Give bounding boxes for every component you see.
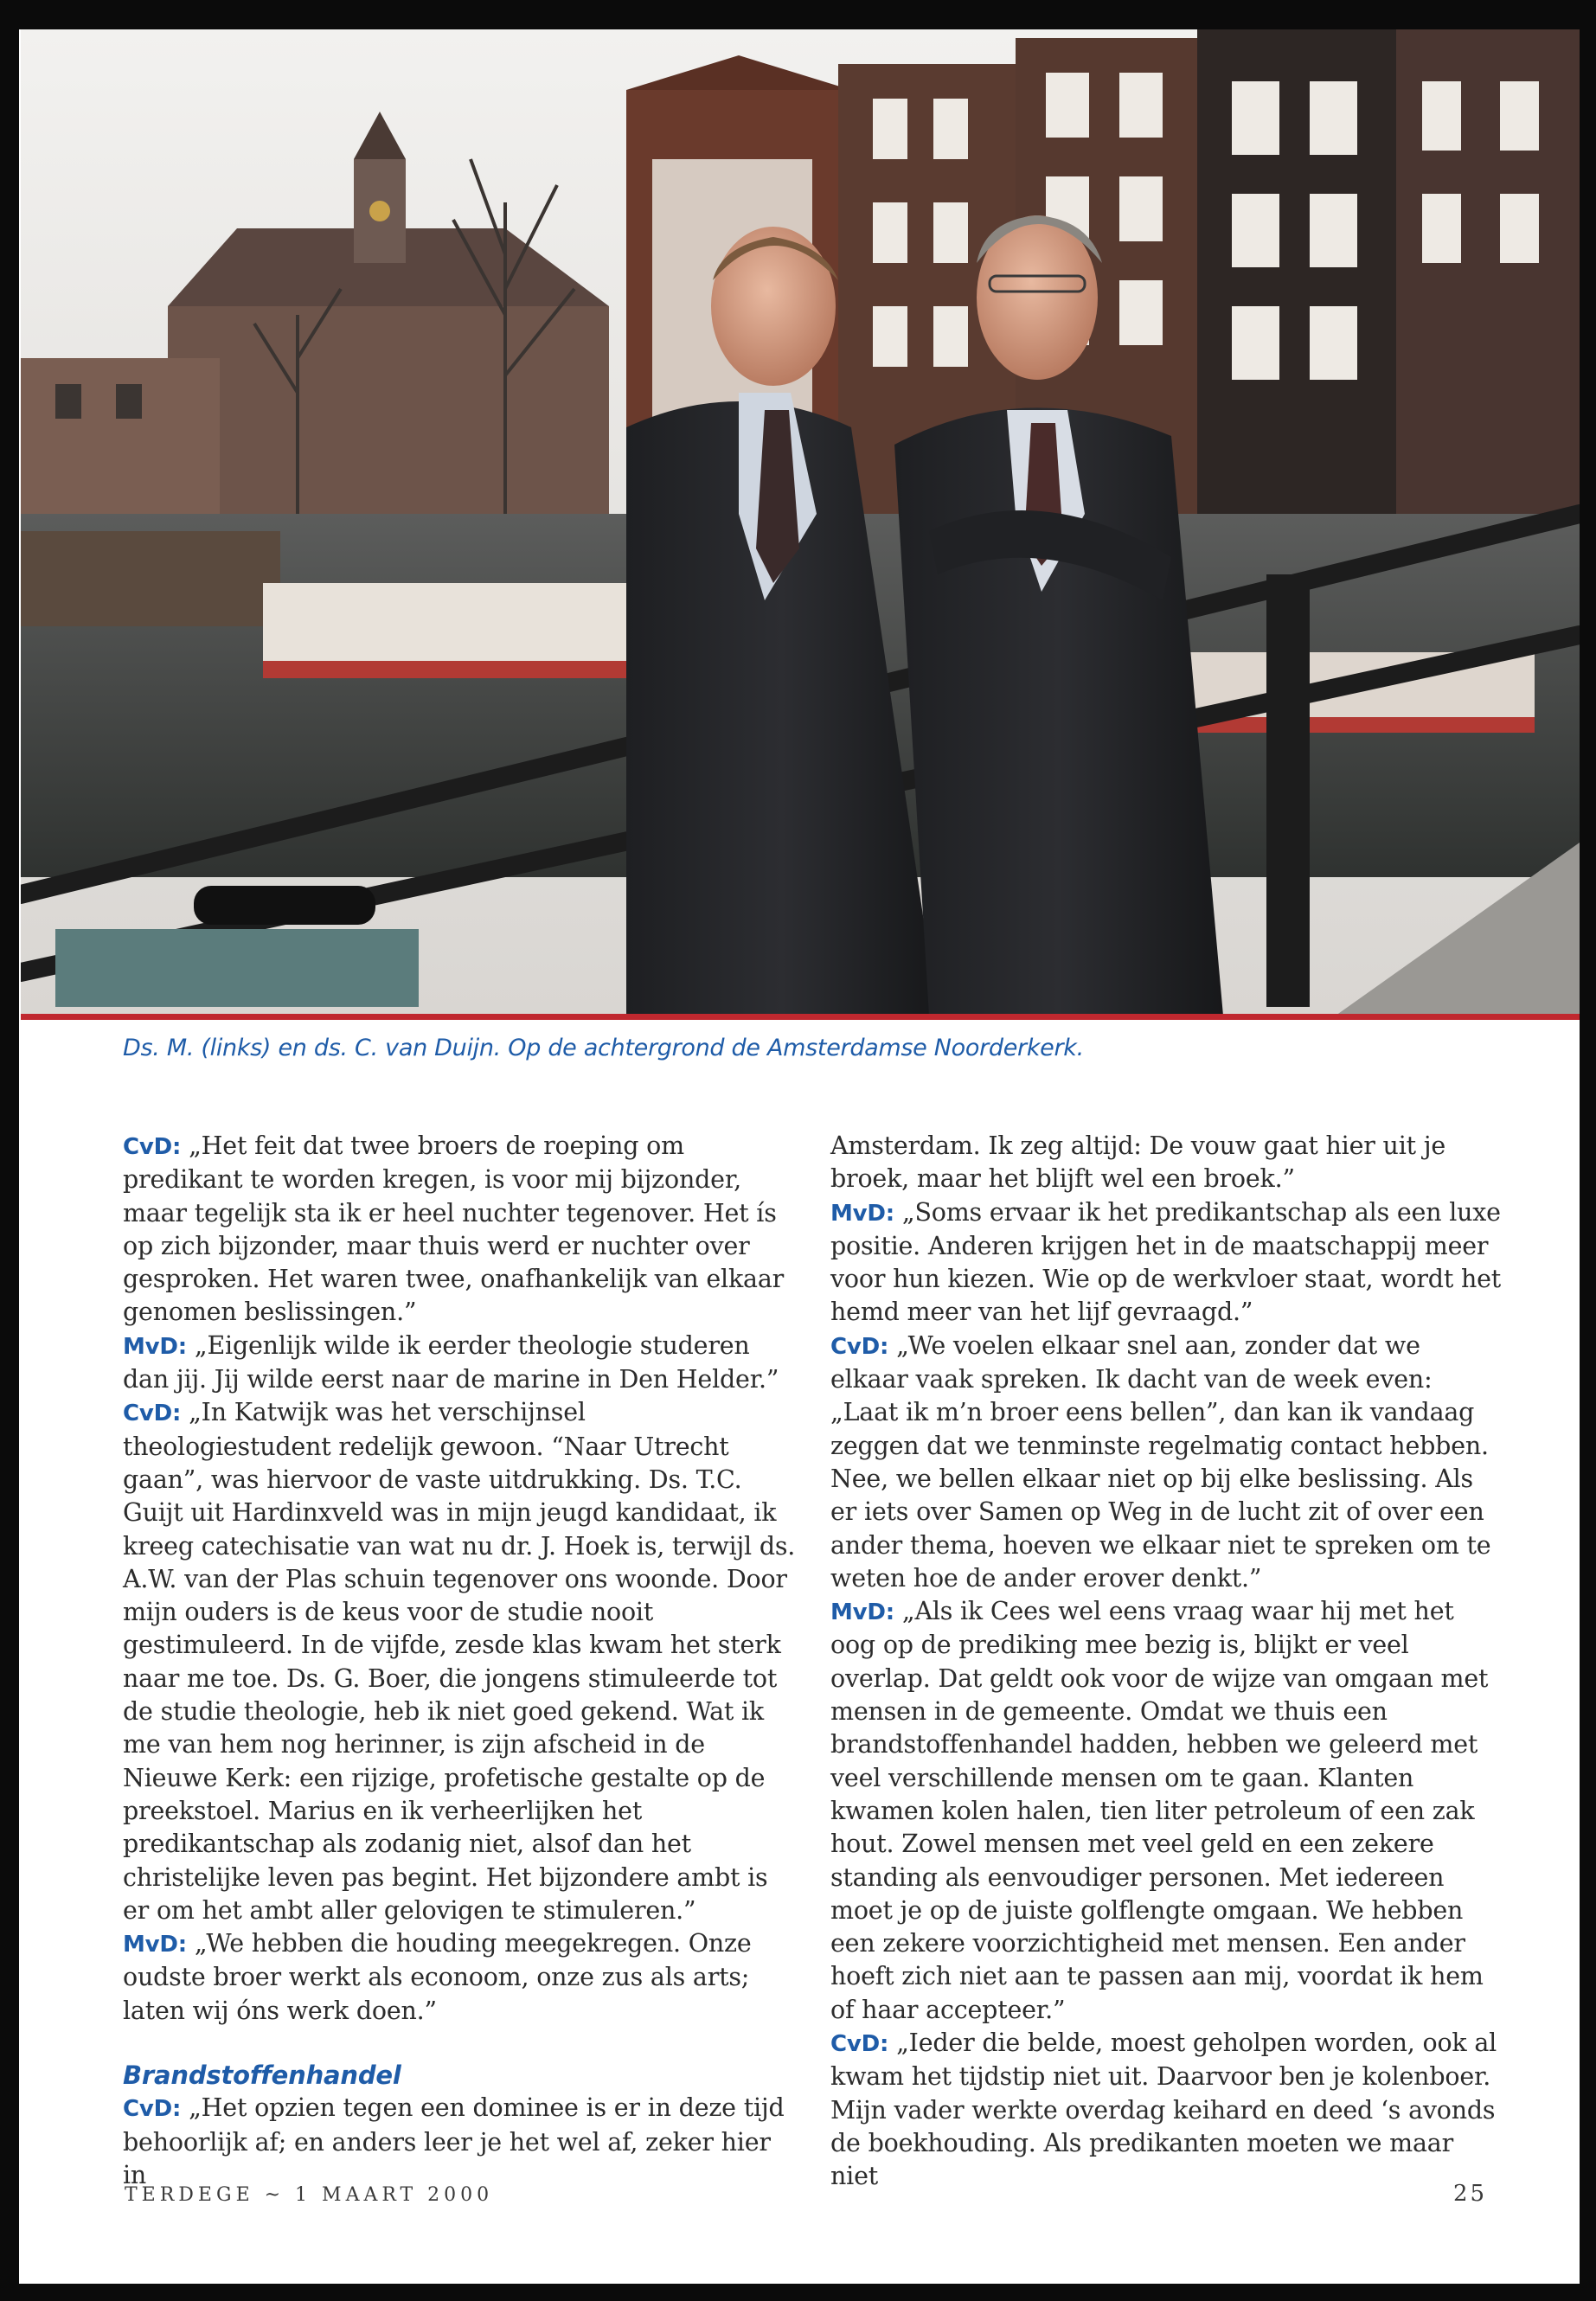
page-number: 25: [1453, 2181, 1488, 2207]
paragraph-text: „Als ik Cees wel eens vraag waar hij met het oog op de prediking mee bezig is, blijkt er veel overlap. Dat geldt ook voor de wijze van omgaan met mensen in de gemeente. Omdat we thuis een brandstoffenhandel hadden, hebben we geleerd met veel verschillende mensen om te gaan. Klanten kwamen kolen halen, tien liter petroleum of een zak hout. Zowel mensen met veel geld en een zekere standing als eenvoudiger personen. Met iedereen moet je op de juiste golflengte omgaan. We hebben een zekere voorzichtigheid met mensen. Een ander hoeft zich niet aan te passen aan mij, voordat ik hem of haar accepteer.”: [830, 1597, 1489, 2024]
paragraph: [830, 1330, 1505, 1595]
paragraph-text: „We voelen elkaar snel aan, zonder dat we elkaar vaak spreken. Ik dacht van de week even: „Laat ik m’n broer eens bellen”, dan kan ik vandaag zeggen dat we tenminste regelmatig contact hebben. Nee, we bellen elkaar niet op bij elke beslissing. Als er iets over Samen op Weg in de lucht zit of over een ander thema, hoeven we elkaar niet te spreken om te weten hoe de ander erover denkt.”: [830, 1330, 1491, 1593]
paragraph: [123, 1330, 798, 1397]
paragraph-text: „In Katwijk was het verschijnsel theologiestudent redelijk gewoon. “Naar Utrecht gaan”, was hiervoor de vaste uitdrukking. Ds. T.C. Guijt uit Hardinxveld was in mijn jeugd kandidaat, ik kreeg catechisatie van wat nu dr. J. Hoek is, terwijl ds. A.W. van der Plas schuin tegenover ons woonde. Door mijn ouders is de keus voor de studie nooit gestimuleerd. In de vijfde, zesde klas kwam het sterk naar me toe. Ds. G. Boer, die jongens stimuleerde tot de studie theologie, heb ik niet goed gekend. Wat ik me van hem nog herinner, is zijn afscheid in de Nieuwe Kerk: een rijzige, profetische gestalte op de preekstoel. Marius en ik verheerlijken het predikantschap als zodanig niet, alsof dan het christelijke leven pas begint. Het bijzondere ambt is er om het ambt aller gelovigen te stimuleren.”: [123, 1398, 796, 1925]
paragraph: [830, 2027, 1505, 2193]
photo-caption: Ds. M. (links) en ds. C. van Duijn. Op de achtergrond de Amsterdamse Noorderkerk.: [123, 1035, 1084, 1061]
publication-footer: TERDEGE ~ 1 MAART 2000: [125, 2184, 494, 2206]
paragraph-text: „We hebben die houding meegekregen. Onze oudste broer werkt als econoom, onze zus als arts; laten wij óns werk doen.”: [123, 1929, 752, 2025]
photo-illustration: [21, 29, 1580, 1016]
speaker-label: MvD:: [123, 1333, 188, 1360]
paragraph: [123, 1130, 798, 1330]
left-column: [123, 1130, 798, 2192]
speaker-label: CvD:: [830, 2031, 889, 2058]
paragraph: [830, 1196, 1505, 1330]
paragraph-text: „Het feit dat twee broers de roeping om predikant te worden kregen, is voor mij bijzonder, maar tegelijk sta ik er heel nuchter tegenover. Het ís op zich bijzonder, maar thuis werd er nuchter over gesproken. Het waren twee, onafhankelijk van elkaar genomen beslissingen.”: [123, 1131, 785, 1327]
paragraph-text: „Ieder die belde, moest geholpen worden, ook al kwam het tijdstip niet uit. Daarvoor ben je kolenboer. Mijn vader werkte overdag keihard en deed ‘s avonds de boekhouding. Als predikanten moeten we maar niet: [830, 2029, 1497, 2191]
paragraph-text: Amsterdam. Ik zeg altijd: De vouw gaat hier uit je broek, maar het blijft wel een broek.”: [830, 1131, 1446, 1194]
page-border-right: [1580, 0, 1596, 2301]
photo-two-men-amsterdam-canal: [21, 29, 1580, 1016]
speaker-label: MvD:: [830, 1200, 895, 1227]
speaker-label: CvD:: [123, 1400, 182, 1427]
speaker-label: MvD:: [830, 1599, 895, 1626]
section-subheading: Brandstoffenhandel: [123, 2061, 401, 2091]
right-column: [830, 1130, 1505, 2194]
paragraph-text: „Het opzien tegen een dominee is er in deze tijd behoorlijk af; en anders leer je het wel af, zeker hier in: [123, 2093, 785, 2189]
paragraph: [123, 1396, 798, 1927]
paragraph-text: „Eigenlijk wilde ik eerder theologie studeren dan jij. Jij wilde eerst naar de marine in Den Helder.”: [123, 1330, 779, 1394]
paragraph: [830, 1130, 1505, 1196]
photo-accent-rule: [21, 1014, 1580, 1020]
paragraph-text: „Soms ervaar ik het predikantschap als een luxe positie. Anderen krijgen het in de maatschappij meer voor hun kiezen. Wie op de werkvloer staat, wordt het hemd meer van het lijf gevraagd.”: [830, 1197, 1502, 1327]
paragraph: [123, 2092, 798, 2192]
paragraph: [830, 1595, 1505, 2027]
speaker-label: MvD:: [123, 1932, 188, 1958]
speaker-label: CvD:: [123, 2096, 182, 2123]
speaker-label: CvD:: [123, 1134, 182, 1160]
paragraph: [123, 1927, 798, 2028]
speaker-label: CvD:: [830, 1333, 889, 1360]
